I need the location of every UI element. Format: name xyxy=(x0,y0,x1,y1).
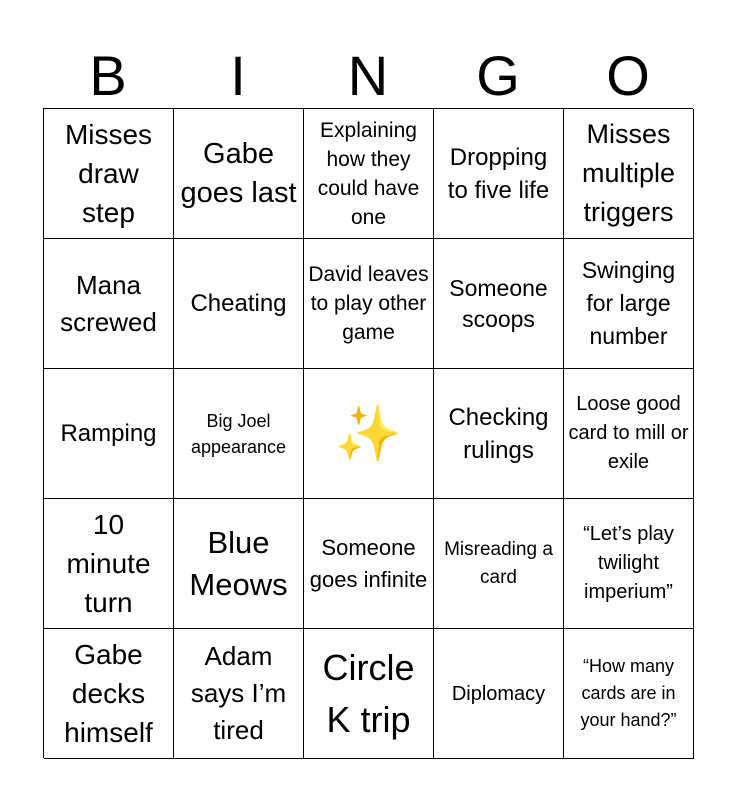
header-letter-i: I xyxy=(230,44,246,107)
cell-label: Misses draw step xyxy=(64,119,153,228)
cell-label: Swinging for large number xyxy=(581,257,676,349)
bingo-cell[interactable] xyxy=(564,629,694,759)
cell-label: Cheating xyxy=(190,289,287,317)
bingo-cell[interactable] xyxy=(304,499,434,629)
cell-label: Ramping xyxy=(60,419,157,447)
cell-label: Circle K trip xyxy=(322,646,415,740)
bingo-grid xyxy=(43,108,693,758)
bingo-cell[interactable] xyxy=(564,239,694,369)
bingo-cell[interactable] xyxy=(174,239,304,369)
cell-label: Loose good card to mill or exile xyxy=(568,393,689,473)
cell-label: Misses multiple triggers xyxy=(581,119,676,227)
header-letter-o: O xyxy=(606,44,650,107)
bingo-cell[interactable] xyxy=(304,239,434,369)
bingo-cell[interactable] xyxy=(304,109,434,239)
bingo-cell[interactable] xyxy=(44,629,174,759)
header-letter-b: B xyxy=(89,44,127,107)
bingo-cell[interactable] xyxy=(304,629,434,759)
cell-label: “How many cards are in your hand?” xyxy=(580,656,677,730)
cell-label: Misreading a card xyxy=(444,538,553,588)
bingo-cell[interactable] xyxy=(564,109,694,239)
bingo-cell[interactable] xyxy=(434,629,564,759)
bingo-cell[interactable] xyxy=(174,629,304,759)
free-space[interactable] xyxy=(304,369,434,499)
bingo-cell[interactable] xyxy=(44,499,174,629)
bingo-cell[interactable] xyxy=(434,369,564,499)
cell-label: Blue Meows xyxy=(189,524,288,602)
cell-label: Explaining how they could have one xyxy=(317,118,420,229)
bingo-cell[interactable] xyxy=(434,109,564,239)
cell-label: Diplomacy xyxy=(451,682,546,705)
bingo-cell[interactable] xyxy=(44,239,174,369)
bingo-cell[interactable] xyxy=(174,369,304,499)
header-letter-n: N xyxy=(347,44,389,107)
cell-label: “Let’s play twilight imperium” xyxy=(583,523,674,603)
bingo-cell[interactable] xyxy=(44,109,174,239)
bingo-cell[interactable] xyxy=(174,109,304,239)
bingo-header xyxy=(43,44,693,108)
bingo-cell[interactable] xyxy=(434,239,564,369)
cell-label: Someone goes infinite xyxy=(309,534,428,592)
cell-label: Adam says I’m tired xyxy=(190,641,287,745)
cell-label: Someone scoops xyxy=(449,274,548,332)
header-letter-g: G xyxy=(476,44,520,107)
sparkles-icon: ✨ xyxy=(334,403,403,464)
cell-label: Dropping to five life xyxy=(447,143,550,204)
bingo-cell[interactable] xyxy=(44,369,174,499)
cell-label: Big Joel appearance xyxy=(190,410,287,457)
cell-label: Mana screwed xyxy=(60,269,157,337)
cell-label: Gabe goes last xyxy=(180,137,297,209)
bingo-cell[interactable] xyxy=(564,499,694,629)
bingo-cell[interactable] xyxy=(434,499,564,629)
cell-label: 10 minute turn xyxy=(66,509,151,618)
cell-label: David leaves to play other game xyxy=(308,263,429,344)
bingo-cell[interactable] xyxy=(564,369,694,499)
cell-label: Gabe decks himself xyxy=(64,639,153,748)
cell-label: Checking rulings xyxy=(448,403,549,464)
bingo-cell[interactable] xyxy=(174,499,304,629)
